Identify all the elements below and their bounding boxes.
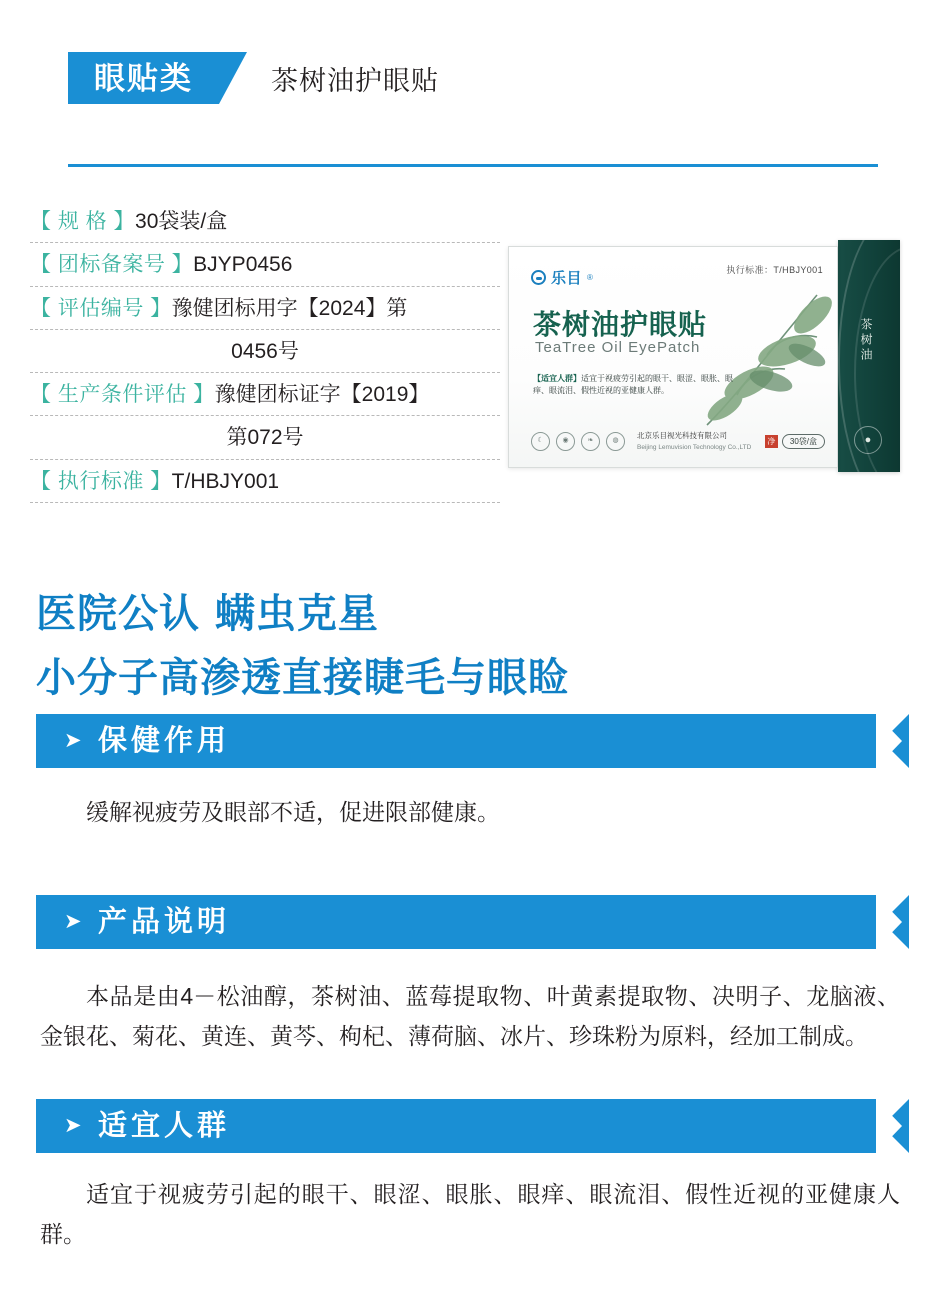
section-body-health-effect: 缓解视疲劳及眼部不适，促进限部健康。 xyxy=(86,799,500,825)
package-front-panel xyxy=(508,246,838,468)
package-side-text: 茶树油 xyxy=(859,318,873,363)
package-net-content xyxy=(765,434,825,449)
spec-list xyxy=(30,200,500,503)
package-product-title: 茶树油护眼贴 xyxy=(533,309,708,340)
spec-row xyxy=(30,243,500,286)
section-banner-product-description xyxy=(36,895,909,949)
spec-value: 豫健团标证字【2019】 xyxy=(214,383,430,406)
badge-arrow-shape xyxy=(219,52,247,104)
brand-mark-icon xyxy=(531,270,546,285)
package-standard-text: 执行标准：T/HBJY001 xyxy=(726,265,823,275)
header-divider xyxy=(68,164,878,167)
spec-row-continuation xyxy=(30,416,500,459)
chevron-right-icon: ➤ xyxy=(64,729,82,752)
eye-icon: ◉ xyxy=(556,432,575,451)
net-mark-icon: 净 xyxy=(765,435,778,448)
package-footer xyxy=(531,430,825,453)
section-title: 产品说明 xyxy=(98,906,231,938)
section-title: 适宜人群 xyxy=(98,1110,231,1142)
section-banner-target-audience xyxy=(36,1099,909,1153)
spec-value: 30袋装/盒 xyxy=(135,210,228,233)
spec-value: 第072号 xyxy=(226,426,304,450)
chevron-right-icon: ➤ xyxy=(64,910,82,933)
company-name-en: Beijing Lemuvision Technology Co.,LTD xyxy=(637,444,752,452)
trademark-symbol: ® xyxy=(587,273,593,282)
section-title: 保健作用 xyxy=(98,725,231,757)
package-suitable-body: 适宜于视疲劳引起的眼干、眼涩、眼胀、眼痒、眼流泪、假性近视的亚健康人群。 xyxy=(533,374,733,396)
brand-name: 乐目 xyxy=(551,270,583,287)
spec-row xyxy=(30,287,500,330)
slogan-line-1: 医院公认 螨虫克星 xyxy=(36,591,379,637)
spec-value: 0456号 xyxy=(231,339,299,363)
moon-icon: ☾ xyxy=(531,432,550,451)
spec-row xyxy=(30,373,500,416)
package-suitable-text xyxy=(533,373,733,398)
package-side-badge: ● xyxy=(854,426,882,454)
company-name-cn: 北京乐目视光科技有限公司 xyxy=(637,431,727,440)
package-suitable-label: 【适宜人群】 xyxy=(533,374,581,383)
page-header xyxy=(68,52,946,104)
slogan-line-2: 小分子高渗透直接睫毛与眼睑 xyxy=(36,655,569,701)
spec-row xyxy=(30,200,500,243)
spec-label: 【 执行标准 】 xyxy=(30,469,172,493)
page-title: 茶树油护眼贴 xyxy=(271,65,439,96)
spec-row xyxy=(30,460,500,503)
leaf-icon: ❧ xyxy=(581,432,600,451)
section-body-product-description: 本品是由4－松油醇，茶树油、蓝莓提取物、叶黄素提取物、决明子、龙脑液、金银花、菊花、黄连、黄芩、枸杞、薄荷脑、冰片、珍珠粉为原料，经加工制成。 xyxy=(40,983,900,1050)
package-side-panel xyxy=(838,240,900,472)
package-product-subtitle: TeaTree Oil EyePatch xyxy=(535,339,701,356)
package-company xyxy=(637,430,751,453)
spec-label: 【 生产条件评估 】 xyxy=(30,383,215,406)
brand-logo xyxy=(531,267,593,288)
net-content-value: 30袋/盒 xyxy=(782,434,825,449)
section-body-target-audience: 适宜于视疲劳引起的眼干、眼涩、眼胀、眼痒、眼流泪、假性近视的亚健康人群。 xyxy=(40,1181,900,1248)
spec-value: 豫健团标用字【2024】第 xyxy=(171,296,408,320)
chevron-right-icon: ➤ xyxy=(64,1114,82,1137)
product-package-image xyxy=(508,240,906,475)
spec-label: 【 规 格 】 xyxy=(30,210,136,233)
category-badge-label: 眼贴类 xyxy=(94,60,193,96)
section-banner-health-effect xyxy=(36,714,909,768)
spec-label: 【 评估编号 】 xyxy=(30,296,172,320)
spec-value: T/HBJY001 xyxy=(171,469,280,493)
spec-row-continuation xyxy=(30,330,500,373)
spec-value: BJYP0456 xyxy=(193,253,293,277)
category-badge xyxy=(68,52,219,104)
drop-icon: ◍ xyxy=(606,432,625,451)
spec-label: 【 团标备案号 】 xyxy=(30,253,194,277)
